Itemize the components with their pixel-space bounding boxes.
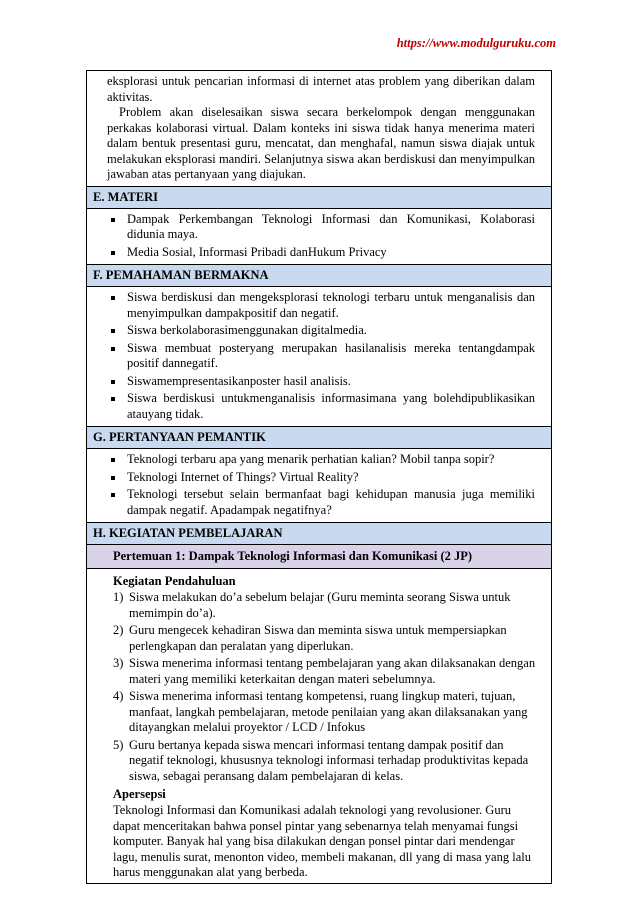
step-text: Siswa melakukan do’a sebelum belajar (Guru meminta seorang Siswa untuk memimpin do’a). [129,590,511,620]
intro-paragraph-2: Problem akan diselesaikan siswa secara berkelompok dengan menggunakan perkakas kolaborasi virtual. Dalam konteks ini siswa tidak hanya menerima materi dalam bentuk presentasi guru, mencatat, dan menghafal, namun siswa diajak untuk melakukan eksplorasi mandiri. Selanjutnya siswa akan berdiskusi dan menyimpulkan jawaban atas pertanyaan yang diajukan. [107,105,535,181]
list-item: Teknologi tersebut selain bermanfaat bagi kehidupan manusia juga memiliki dampak negatif. Apadampak negatifnya? [107,487,535,518]
list-item: Dampak Perkembangan Teknologi Informasi dan Komunikasi, Kolaborasi didunia maya. [107,212,535,243]
list-item: Teknologi terbaru apa yang menarik perhatian kalian? Mobil tanpa sopir? [107,452,535,468]
step-number: 4) [113,689,124,703]
materi-section [87,187,551,266]
list-item: Teknologi Internet of Things? Virtual Reality? [107,470,535,486]
list-item [113,623,537,654]
kegiatan-section [87,523,551,883]
kegiatan-heading: H. KEGIATAN PEMBELAJARAN [87,523,551,545]
pendahuluan-title: Kegiatan Pendahuluan [113,574,236,588]
intro-paragraph-1: eksplorasi untuk pencarian informasi di internet atas problem yang diberikan dalam aktivitas. [107,74,535,104]
list-item: Siswa membuat posteryang merupakan hasilanalisis mereka tentangdampak positif dannegatif. [107,341,535,372]
list-item [113,689,537,736]
step-text: Guru bertanya kepada siswa mencari informasi tentang dampak positif dan negatif teknologi, khususnya teknologi informasi terhadap produktivitas kepada siswa, sebagai peransang dalam pembelajaran di kelas. [129,737,529,783]
step-number: 1) [113,590,124,604]
materi-list [107,212,535,261]
list-item: Siswa berdiskusi dan mengeksplorasi teknologi terbaru untuk menganalisis dan menyimpulkan dampakpositif dan negatif. [107,290,535,321]
pemahaman-section [87,265,551,427]
meeting-title: Pertemuan 1: Dampak Teknologi Informasi dan Komunikasi (2 JP) [87,545,551,569]
list-item [113,590,537,621]
lesson-table [86,70,552,884]
pertanyaan-list [107,452,535,518]
pemahaman-heading: F. PEMAHAMAN BERMAKNA [87,265,551,287]
step-text: Siswa menerima informasi tentang kompetensi, ruang lingkup materi, tujuan, manfaat, langkah pembelajaran, metode penilaian yang akan dilaksanakan yang ditayangkan melalui proyektor / LCD / Infokus [129,689,528,734]
list-item: Media Sosial, Informasi Pribadi danHukum Privacy [107,245,535,261]
activity-body [87,569,551,883]
list-item [113,656,537,687]
pemahaman-list [107,290,535,422]
header-url[interactable]: https://www.modulguruku.com [396,36,556,50]
step-number: 5) [113,737,124,752]
list-item: Siswa berkolaborasimenggunakan digitalmedia. [107,323,535,339]
pertanyaan-section [87,427,551,523]
list-item: Siswa berdiskusi untukmenganalisis informasimana yang bolehdipublikasikan atauyang tidak. [107,391,535,422]
materi-heading: E. MATERI [87,187,551,209]
step-number: 3) [113,656,124,670]
pendahuluan-steps [113,590,537,784]
list-item: Siswamempresentasikanposter hasil analisis. [107,374,535,390]
apersepsi-title: Apersepsi [113,787,166,801]
list-item [113,738,537,785]
apersepsi-text: Teknologi Informasi dan Komunikasi adalah teknologi yang revolusioner. Guru dapat menceritakan bahwa ponsel pintar yang sebenarnya telah menyamai fungsi komputer. Banyak hal yang bisa dilakukan dengan ponsel pintar dari mendengar lagu, menulis surat, menonton video, membeli makanan, dll yang di masa yang lalu harus menggunakan alat yang berbeda. [113,803,531,879]
step-number: 2) [113,623,124,637]
intro-section [87,71,551,187]
pertanyaan-heading: G. PERTANYAAN PEMANTIK [87,427,551,449]
step-text: Siswa menerima informasi tentang pembelajaran yang akan dilaksanakan dengan materi yang memiliki keterkaitan dengan materi sebelumnya. [129,656,536,686]
step-text: Guru mengecek kehadiran Siswa dan meminta siswa untuk mempersiapkan perlengkapan dan peralatan yang diperlukan. [129,623,507,653]
